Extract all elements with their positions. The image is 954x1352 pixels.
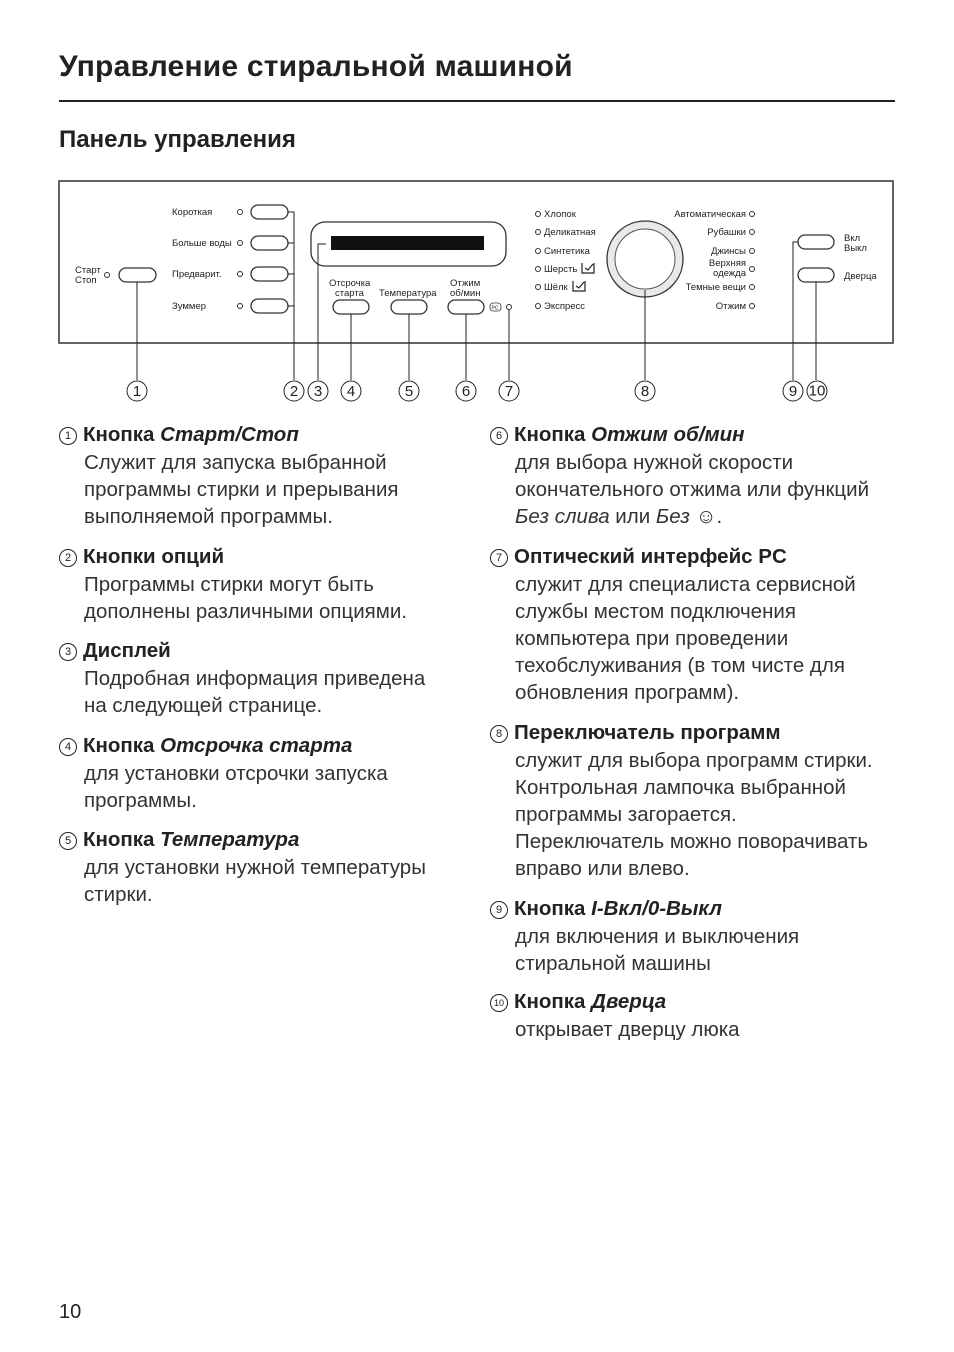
option-button-buzzer[interactable]: [251, 299, 288, 313]
item-text: служит для выбора программ стирки. Контрольная лампочка выбранной программы загорается. Переключатель можно поворачивать вправо или влево.: [515, 749, 873, 880]
item-number: 3: [59, 643, 77, 661]
item-number: 5: [59, 832, 77, 850]
item-text: Подробная информация приведена на следующей странице.: [84, 667, 426, 717]
item-number: 1: [59, 427, 77, 445]
option-label-2: Предварит.: [172, 269, 222, 280]
program-spin: Отжим: [715, 301, 746, 312]
spin-button[interactable]: [448, 300, 484, 314]
item-text: Служит для запуска выбранной программы стирки и прерывания выполняемой программы.: [84, 451, 399, 528]
option-label-3: Зуммер: [172, 301, 207, 312]
power-label-2: Выкл: [844, 243, 867, 254]
start-stop-label: Старт: [75, 265, 101, 276]
temperature-label: Температура: [379, 288, 437, 299]
item-text-italic: Без слива: [515, 505, 610, 528]
item-prefix: Дисплей: [83, 639, 171, 662]
program-delicate: Деликатная: [544, 227, 596, 238]
control-panel-svg: [0, 0, 954, 410]
callout-9: 9: [788, 383, 798, 400]
item-prefix: Переключатель программ: [514, 721, 781, 744]
item-number: 8: [490, 725, 508, 743]
item-prefix: Кнопка: [514, 423, 592, 446]
item-number: 9: [490, 901, 508, 919]
pc-port-label: PC: [491, 305, 499, 312]
option-button-short[interactable]: [251, 205, 288, 219]
callout-5: 5: [404, 383, 414, 400]
callout-4: 4: [346, 383, 356, 400]
item-text: для установки нужной температуры стирки.: [84, 856, 426, 906]
item-3: [59, 637, 449, 719]
program-automatic: Автоматическая: [674, 209, 746, 220]
delay-start-label-2: старта: [335, 288, 364, 299]
item-8: [490, 719, 890, 882]
item-prefix: Оптический интерфейс PC: [514, 545, 787, 568]
program-outerwear: Верхняя: [708, 258, 746, 269]
item-text: для установки отсрочки запуска программы.: [84, 762, 388, 812]
item-text: .: [716, 505, 723, 528]
item-number: 7: [490, 549, 508, 567]
item-text: открывает дверцу люка: [515, 1018, 740, 1041]
program-outerwear-2: одежда: [713, 268, 746, 279]
item-prefix: Кнопка: [83, 423, 161, 446]
display-screen: [331, 236, 484, 250]
item-text: или: [609, 505, 656, 528]
page-title: Управление стиральной машиной: [59, 50, 573, 83]
section-title: Панель управления: [59, 126, 296, 153]
program-selector-knob[interactable]: [615, 229, 675, 289]
item-1: [59, 421, 449, 530]
callout-10: 10: [808, 382, 826, 400]
item-6: [490, 421, 890, 530]
item-text-italic: Без ☺: [655, 505, 717, 528]
option-button-more-water[interactable]: [251, 236, 288, 250]
item-text: Программы стирки могут быть дополнены различными опциями.: [84, 573, 408, 623]
item-prefix: Кнопка: [83, 734, 161, 757]
callout-2: 2: [289, 383, 299, 400]
program-shirts: Рубашки: [707, 227, 746, 238]
power-label: Вкл: [844, 233, 861, 244]
program-wool: Шерсть: [544, 264, 578, 275]
callout-1: 1: [132, 383, 142, 400]
item-name: Старт/Стоп: [160, 423, 299, 446]
start-stop-button[interactable]: [119, 268, 156, 282]
item-7: [490, 543, 890, 706]
item-4: [59, 732, 449, 814]
program-jeans: Джинсы: [711, 246, 746, 257]
item-text: для включения и выключения стиральной машины: [515, 925, 800, 975]
callout-8: 8: [640, 383, 650, 400]
item-number: 2: [59, 549, 77, 567]
item-prefix: Кнопка: [514, 990, 592, 1013]
item-text: служит для специалиста сервисной службы местом подключения компьютера при проведении техобслуживания (в том чисте для обновления программ).: [515, 573, 856, 704]
item-prefix: Кнопка: [514, 897, 592, 920]
item-9: [490, 895, 890, 977]
item-number: 4: [59, 738, 77, 756]
delay-start-label: Отсрочка: [329, 278, 371, 289]
item-name: I-Вкл/0-Выкл: [591, 897, 723, 920]
item-name: Дверца: [591, 990, 667, 1013]
item-text: для выбора нужной скорости окончательного отжима или функций: [515, 451, 870, 501]
delay-start-button[interactable]: [333, 300, 369, 314]
page-number: 10: [59, 1301, 82, 1323]
item-number: 10: [490, 994, 508, 1012]
callout-6: 6: [461, 383, 471, 400]
control-panel-diagram: [0, 0, 954, 410]
temperature-button[interactable]: [391, 300, 427, 314]
program-express: Экспресс: [544, 301, 586, 312]
item-name: Отсрочка старта: [160, 734, 353, 757]
callouts: [127, 381, 827, 401]
callout-3: 3: [313, 383, 323, 400]
spin-label: Отжим: [450, 278, 481, 289]
item-prefix: Кнопка: [83, 828, 161, 851]
door-label: Дверца: [844, 271, 877, 282]
callout-7: 7: [504, 383, 514, 400]
spin-label-2: об/мин: [450, 288, 481, 299]
program-dark: Темные вещи: [685, 282, 746, 293]
start-stop-label-2: Стоп: [75, 275, 97, 286]
item-name: Отжим об/мин: [591, 423, 745, 446]
option-button-prewash[interactable]: [251, 267, 288, 281]
item-10: [490, 988, 890, 1043]
option-label-0: Короткая: [172, 207, 213, 218]
item-2: [59, 543, 449, 625]
program-synthetics: Синтетика: [544, 246, 590, 257]
item-prefix: Кнопки опций: [83, 545, 225, 568]
program-silk: Шёлк: [544, 282, 568, 293]
item-5: [59, 826, 449, 908]
item-name: Температура: [160, 828, 300, 851]
door-button[interactable]: [798, 268, 834, 282]
power-button[interactable]: [798, 235, 834, 249]
program-cotton: Хлопок: [544, 209, 576, 220]
option-label-1: Больше воды: [172, 238, 232, 249]
item-number: 6: [490, 427, 508, 445]
